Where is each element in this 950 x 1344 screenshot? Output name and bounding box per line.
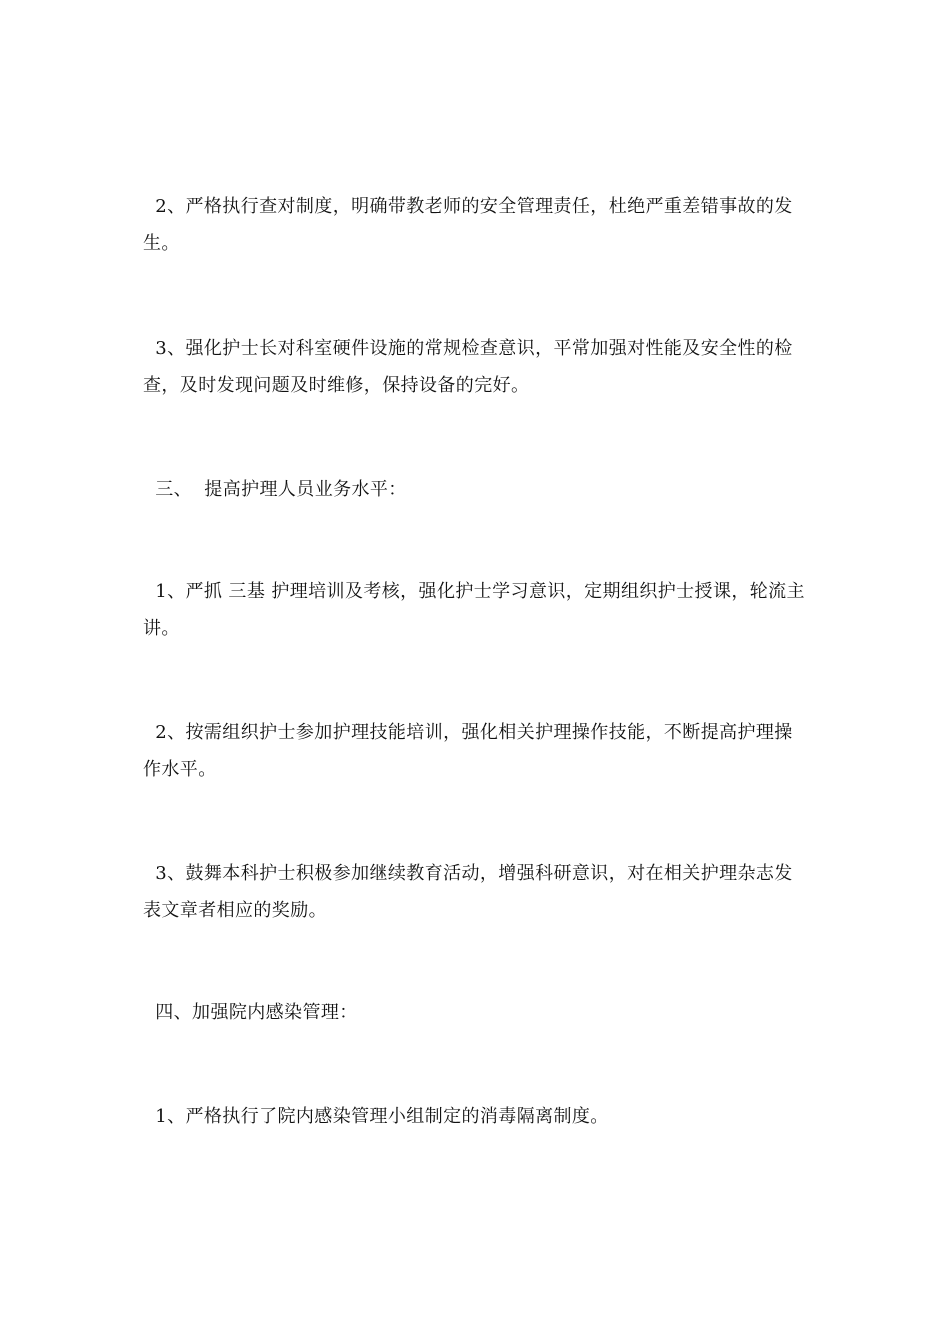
paragraph-1-three-basics-training: 1、严抓 三基 护理培训及考核，强化护士学习意识，定期组织护士授课，轮流主讲。 xyxy=(143,581,805,639)
paragraph-2-skills-training: 2、按需组织护士参加护理技能培训，强化相关护理操作技能，不断提高护理操作水平。 xyxy=(143,722,793,780)
paragraph-2-check-system: 2、严格执行查对制度，明确带教老师的安全管理责任，杜绝严重差错事故的发生。 xyxy=(143,196,793,254)
paragraph-3-continuing-education: 3、鼓舞本科护士积极参加继续教育活动，增强科研意识，对在相关护理杂志发表文章者相应的奖励。 xyxy=(143,863,793,921)
paragraph-3-equipment-inspection: 3、强化护士长对科室硬件设施的常规检查意识，平常加强对性能及安全性的检查，及时发现问题及时维修，保持设备的完好。 xyxy=(143,338,793,396)
section-heading-3: 三、 提高护理人员业务水平： xyxy=(143,479,407,500)
paragraph-1-disinfection-isolation: 1、严格执行了院内感染管理小组制定的消毒隔离制度。 xyxy=(143,1106,609,1127)
section-heading-4: 四、加强院内感染管理： xyxy=(143,1002,358,1023)
